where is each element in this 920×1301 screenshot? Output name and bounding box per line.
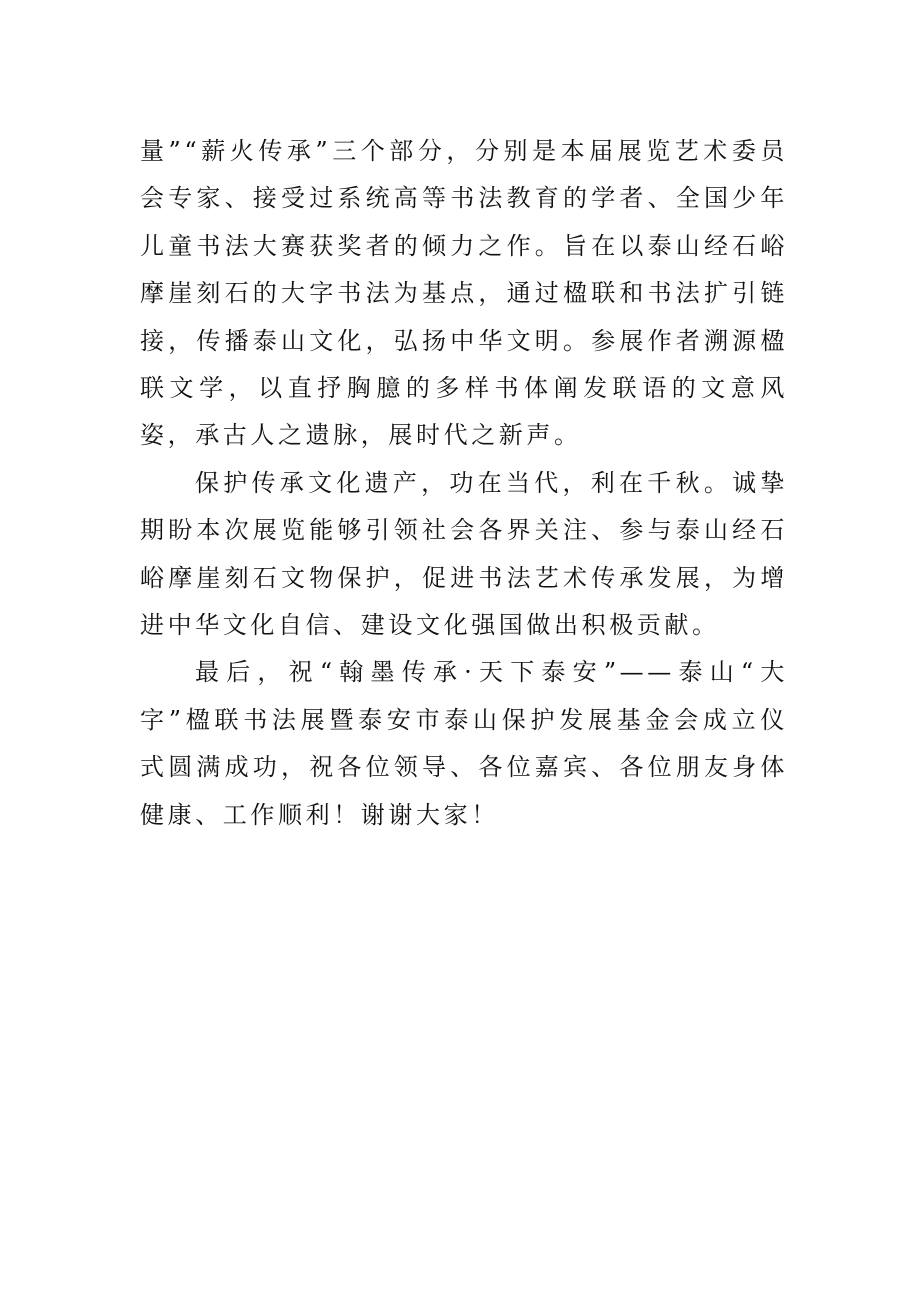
document-body [140, 128, 788, 839]
paragraph-heritage-protection: 保护传承文化遗产，功在当代，利在千秋。诚挚期盼本次展览能够引领社会各界关注、参与泰山经石峪摩崖刻石文物保护，促进书法艺术传承发展，为增进中华文化自信、建设文化强国做出积极贡献。 [140, 468, 788, 640]
paragraph-closing-wishes: 最后，祝“翰墨传承·天下泰安”——泰山“大字”楹联书法展暨泰安市泰山保护发展基金会成立仪式圆满成功，祝各位领导、各位嘉宾、各位朋友身体健康、工作顺利！谢谢大家！ [140, 658, 788, 829]
paragraph-continuation: 量”“薪火传承”三个部分，分别是本届展览艺术委员会专家、接受过系统高等书法教育的学者、全国少年儿童书法大赛获奖者的倾力之作。旨在以泰山经石峪摩崖刻石的大字书法为基点，通过楹联和书法扩引链接，传播泰山文化，弘扬中华文明。参展作者溯源楹联文学，以直抒胸臆的多样书体阐发联语的文意风姿，承古人之遗脉，展时代之新声。 [140, 137, 788, 450]
